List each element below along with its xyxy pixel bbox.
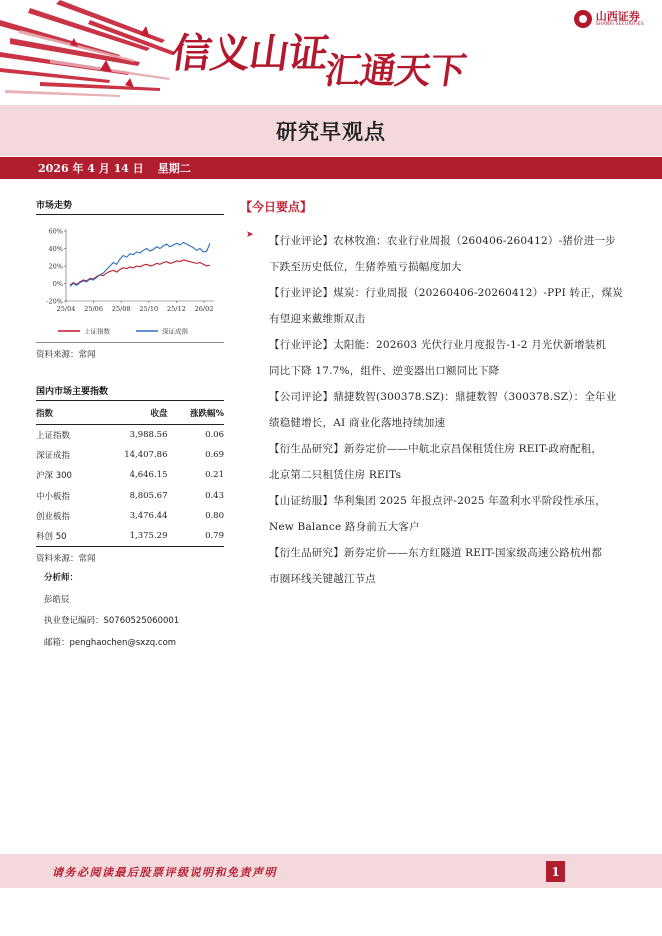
index-name: 中小板指 <box>36 491 71 502</box>
table-row <box>36 506 224 526</box>
left-sidebar <box>36 198 224 654</box>
news-line: 绩稳健增长，AI 商业化落地持续加速 <box>269 417 446 429</box>
news-line[interactable]: 【衍生品研究】新券定价——中航北京昌保租赁住房 REIT-政府配租， <box>269 443 603 455</box>
report-weekday: 星期二 <box>157 162 191 175</box>
table-row <box>36 425 224 446</box>
col-close: 收盘 <box>96 401 168 425</box>
index-name: 沪深 300 <box>36 471 72 482</box>
index-name: 科创 50 <box>36 526 96 547</box>
table-source: 资料来源：常闻 <box>36 554 96 565</box>
analyst-license: 执业登记编码：S0760525060001 <box>44 616 180 627</box>
analyst-info <box>44 568 224 654</box>
bullet-arrow-icon: ➤ <box>246 230 254 240</box>
index-change: 0.69 <box>205 450 224 461</box>
news-line[interactable]: 【行业评论】煤炭：行业周报（20260406-20260412）-PPI 转正，煤炭 <box>269 287 623 299</box>
y-tick-label: 0% <box>52 280 63 288</box>
x-tick-label: 25/12 <box>167 305 186 313</box>
table-row <box>36 445 224 465</box>
news-line: 市圈环线关键越江节点 <box>269 573 376 585</box>
index-close: 14,407.86 <box>124 450 168 461</box>
index-name: 创业板指 <box>36 511 71 522</box>
index-table-header <box>36 401 224 425</box>
slogan <box>168 22 472 92</box>
disclaimer-text[interactable]: 请务必阅读最后股票评级说明和免责声明 <box>52 866 277 879</box>
index-close: 8,805.67 <box>129 490 168 501</box>
news-line[interactable]: 【衍生品研究】新券定价——东方红隧道 REIT-国家级高速公路杭州都 <box>269 547 603 559</box>
page-number: 1 <box>546 861 565 882</box>
legend-label: 深证成指 <box>162 327 188 336</box>
brand-logo-icon <box>574 10 592 28</box>
y-tick-label: 20% <box>48 262 63 271</box>
col-index: 指数 <box>36 401 96 425</box>
index-name: 深证成指 <box>36 451 71 462</box>
index-change: 0.79 <box>167 526 224 547</box>
news-line[interactable]: 【公司评论】鼎捷数智(300378.SZ)：鼎捷数智（300378.SZ）：全年业 <box>269 391 617 403</box>
brand-name-cn: 山西证券 <box>595 9 640 23</box>
series-line-shenzhen <box>70 242 210 286</box>
analyst-name: 彭皓辰 <box>44 594 70 605</box>
table-row <box>36 486 224 506</box>
y-tick-label: 60% <box>48 227 63 236</box>
header-banner <box>0 0 662 105</box>
index-name: 上证指数 <box>36 431 71 441</box>
news-line: 同比下降 17.7%，组件、逆变器出口额同比下降 <box>269 365 500 377</box>
y-tick-label: -20% <box>46 297 63 306</box>
analyst-email[interactable]: 邮箱：penghaochen@sxzq.com <box>44 637 177 648</box>
x-tick-label: 25/06 <box>84 305 103 313</box>
table-row <box>36 526 224 547</box>
legend-label: 上证指数 <box>84 327 110 336</box>
x-tick-label: 25/04 <box>56 305 76 313</box>
news-line[interactable]: 【行业评论】太阳能：202603 光伏行业月度报告-1-2 月光伏新增装机 <box>269 339 607 351</box>
market-trend-svg <box>36 219 224 342</box>
news-line: 北京第二只租赁住房 REITs <box>269 469 402 481</box>
slogan-part1: 信义山证 <box>168 30 331 77</box>
analyst-label: 分析师： <box>44 573 79 584</box>
col-change: 涨跌幅% <box>167 401 224 425</box>
date-bar <box>0 157 662 179</box>
chart-source: 资料来源：常闻 <box>36 350 96 360</box>
index-close: 4,646.15 <box>129 470 168 481</box>
index-change: 0.21 <box>205 470 224 481</box>
index-change: 0.43 <box>205 490 224 501</box>
market-trend-chart <box>36 219 224 343</box>
report-date: 2026 年 4 月 14 日 <box>38 162 144 175</box>
footer <box>0 854 662 888</box>
main-content <box>240 198 625 592</box>
today-highlights-heading: 【今日要点】 <box>240 200 313 214</box>
news-line: 下跌至历史低位，生猪养殖亏损幅度加大 <box>269 261 462 273</box>
y-tick-label: 40% <box>48 245 63 253</box>
news-line: 有望迎来戴维斯双击 <box>269 313 366 325</box>
market-trend-heading: 市场走势 <box>36 198 224 215</box>
index-close: 3,476.44 <box>129 510 168 521</box>
news-line[interactable]: 【山证纺服】华利集团 2025 年报点评-2025 年盈利水平阶段性承压， <box>269 495 606 507</box>
title-band <box>0 105 662 156</box>
news-line: New Balance 路身前五大客户 <box>269 521 420 533</box>
index-change: 0.06 <box>205 430 224 440</box>
x-tick-label: 26/02 <box>194 305 214 313</box>
series-line-shanghai <box>70 260 210 285</box>
index-table <box>36 401 224 547</box>
brand-logo-group <box>574 10 644 28</box>
table-row <box>36 465 224 485</box>
index-close: 1,375.29 <box>96 526 168 547</box>
brand-name-en: SHANXI SECURITIES <box>595 21 644 27</box>
index-close: 3,988.56 <box>129 430 168 440</box>
news-line[interactable]: 【行业评论】农林牧渔：农业行业周报（260406-260412）-猪价进一步 <box>269 235 616 247</box>
x-tick-label: 25/10 <box>139 305 159 313</box>
page-title: 研究早观点 <box>276 119 386 144</box>
index-change: 0.80 <box>205 510 224 521</box>
x-tick-label: 25/08 <box>111 305 131 313</box>
news-list <box>240 228 625 592</box>
slogan-part2: 汇通天下 <box>322 50 469 92</box>
domestic-market-heading: 国内市场主要指数 <box>36 384 224 401</box>
